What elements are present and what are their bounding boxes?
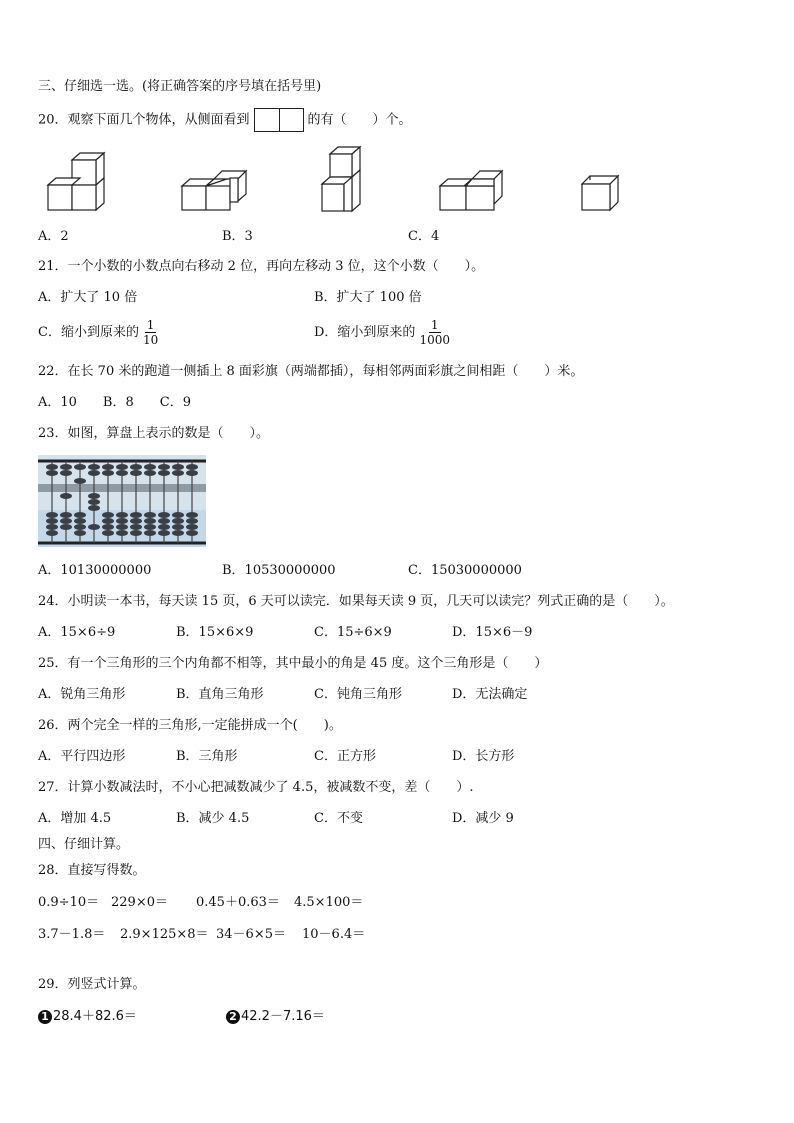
circled-number-1: 1 xyxy=(38,1010,52,1024)
q28-r2-item-2: 2.9×125×8＝ xyxy=(120,927,209,942)
q21-option-b[interactable]: B．扩大了 100 倍 xyxy=(314,290,422,305)
question-26: 26．两个完全一样的三角形,一定能拼成一个( )。 xyxy=(38,718,342,733)
question-27: 27．计算小数减法时，不小心把减数减少了 4.5，被减数不变，差（ ）. xyxy=(38,780,474,795)
q26-option-a[interactable]: A．平行四边形 xyxy=(38,749,126,764)
question-29: 29．列竖式计算。 xyxy=(38,977,146,992)
cube-figure-3 xyxy=(318,144,364,214)
q20-option-a[interactable]: A．2 xyxy=(38,229,69,244)
cube-figure-2 xyxy=(178,168,250,214)
fraction-one-tenth: $\frac{1}{10}$ xyxy=(142,318,159,347)
q28-r2-item-1: 3.7－1.8＝ xyxy=(38,927,106,942)
q22-options[interactable]: A．10 B．8 C．9 xyxy=(38,395,191,410)
question-20 xyxy=(38,108,412,132)
q29-item-2-expr: 42.2－7.16＝ xyxy=(241,1009,325,1024)
q24-option-d[interactable]: D．15×6－9 xyxy=(452,625,533,640)
q29-item-1-expr: 28.4＋82.6＝ xyxy=(53,1009,137,1024)
abacus-drawing xyxy=(38,455,206,547)
fraction-one-thousandth: $\frac{1}{1000}$ xyxy=(419,318,450,347)
q21-option-a[interactable]: A．扩大了 10 倍 xyxy=(38,290,138,305)
section-3-heading: 三、仔细选一选。(将正确答案的序号填在括号里) xyxy=(38,79,322,94)
q25-option-c[interactable]: C．钝角三角形 xyxy=(314,687,402,702)
q25-option-d[interactable]: D．无法确定 xyxy=(452,687,528,702)
question-23: 23．如图，算盘上表示的数是（ ）。 xyxy=(38,426,270,441)
side-view-two-squares-figure xyxy=(254,108,304,132)
q29-item-1 xyxy=(38,1008,137,1026)
q21-option-c-text: C．缩小到原来的 xyxy=(38,325,139,340)
q27-option-a[interactable]: A．增加 4.5 xyxy=(38,811,112,826)
cube-figure-4 xyxy=(436,168,506,214)
q28-r1-item-2: 229×0＝ xyxy=(111,895,168,910)
q21-option-c[interactable] xyxy=(38,318,160,347)
q21-option-d[interactable] xyxy=(314,318,452,347)
circled-number-2: 2 xyxy=(226,1010,240,1024)
cube-figure-1 xyxy=(40,150,110,214)
q24-option-b[interactable]: B．15×6×9 xyxy=(176,625,254,640)
q28-r2-item-4: 10－6.4＝ xyxy=(302,927,366,942)
q27-option-b[interactable]: B．减少 4.5 xyxy=(176,811,250,826)
q26-option-c[interactable]: C．正方形 xyxy=(314,749,376,764)
q25-option-b[interactable]: B．直角三角形 xyxy=(176,687,264,702)
cube-figure-5 xyxy=(578,170,622,214)
q24-option-a[interactable]: A．15×6÷9 xyxy=(38,625,116,640)
question-28: 28．直接写得数。 xyxy=(38,863,146,878)
q28-r1-item-4: 4.5×100＝ xyxy=(294,895,364,910)
q23-option-c[interactable]: C．15030000000 xyxy=(408,563,522,578)
section-4-heading: 四、仔细计算。 xyxy=(38,837,130,852)
q20-text-before: 20．观察下面几个物体，从侧面看到 xyxy=(38,112,250,128)
q20-option-b[interactable]: B．3 xyxy=(222,229,253,244)
q26-option-d[interactable]: D．长方形 xyxy=(452,749,515,764)
abacus-image xyxy=(38,455,206,547)
q27-option-c[interactable]: C．不变 xyxy=(314,811,363,826)
q23-option-b[interactable]: B．10530000000 xyxy=(222,563,336,578)
question-22: 22．在长 70 米的跑道一侧插上 8 面彩旗（两端都插），每相邻两面彩旗之间相距（ ）米。 xyxy=(38,364,584,379)
q28-r2-item-3: 34－6×5＝ xyxy=(216,927,286,942)
q27-option-d[interactable]: D．减少 9 xyxy=(452,811,514,826)
q20-option-c[interactable]: C．4 xyxy=(408,229,440,244)
q24-option-c[interactable]: C．15÷6×9 xyxy=(314,625,392,640)
q28-r1-item-1: 0.9÷10＝ xyxy=(38,895,100,910)
q21-option-d-text: D．缩小到原来的 xyxy=(314,325,416,340)
question-25: 25．有一个三角形的三个内角都不相等，其中最小的角是 45 度。这个三角形是（ ） xyxy=(38,656,548,671)
q25-option-a[interactable]: A．锐角三角形 xyxy=(38,687,126,702)
q26-option-b[interactable]: B．三角形 xyxy=(176,749,238,764)
q29-item-2 xyxy=(226,1008,325,1026)
q23-option-a[interactable]: A．10130000000 xyxy=(38,563,152,578)
question-21: 21．一个小数的小数点向右移动 2 位，再向左移动 3 位，这个小数（ ）。 xyxy=(38,259,485,274)
question-24: 24．小明读一本书，每天读 15 页，6 天可以读完．如果每天读 9 页，几天可以读完？列式正确的是（ ）。 xyxy=(38,594,674,609)
q28-r1-item-3: 0.45＋0.63＝ xyxy=(196,895,280,910)
q20-text-after: 的有（ ）个。 xyxy=(307,112,412,128)
